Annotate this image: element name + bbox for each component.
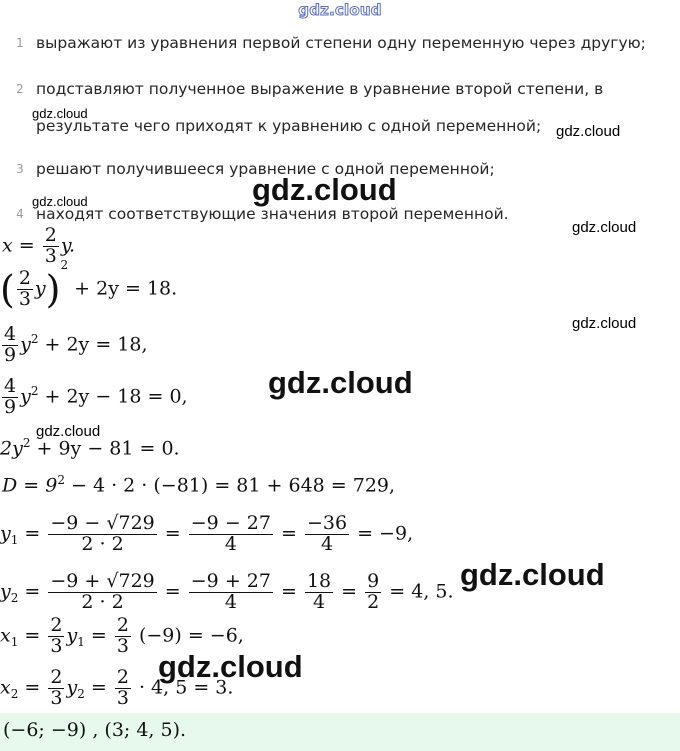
math-line-9: $x_1$ = $\frac{2}{3}$ $y_1$ = $\frac{2}{3}$ (−9) = −6, <box>0 614 244 657</box>
math-line-7: $y_1$ = $\frac{-9 - √729}{2 \cdot 2}$ = $\frac{-9 - 27}{4}$ = $\frac{-36}{4}$ = −9, <box>0 512 414 555</box>
step-text: результате чего приходят к уравнению с одной переменной; <box>36 117 542 135</box>
answer-text: (−6; −9) , (3; 4, 5). <box>3 719 187 741</box>
step-number: 1 <box>16 36 24 50</box>
math-line-1: x = $\frac{2}{3}$ y. <box>2 224 76 267</box>
math-line-6: $D = 9^2 - 4 \cdot 2 \cdot (-81) = 81 + 648 = 729$, <box>2 473 396 497</box>
math-line-5: $2y^2 + 9y - 81 = 0$. <box>0 436 180 460</box>
math-line-10: $x_2$ = $\frac{2}{3}$ $y_2$ = $\frac{2}{3}$ · 4, 5 = 3. <box>0 666 234 709</box>
step-number: 3 <box>16 162 24 176</box>
watermark: gdz.cloud <box>158 649 303 684</box>
watermark: gdz.cloud <box>32 194 88 209</box>
math-line-3: $\frac{4}{9}$ $y^2 + 2y = 18$, <box>4 323 148 366</box>
watermark: gdz.cloud <box>556 123 621 140</box>
watermark: gdz.cloud <box>252 172 397 207</box>
step-text: выражают из уравнения первой степени одну переменную через другую; <box>36 34 646 52</box>
math-line-2: ( $\frac{2}{3}$ y)$^2$ + 2y = 18. <box>0 258 178 312</box>
watermark: gdz.cloud <box>460 557 605 592</box>
step-number: 2 <box>16 82 24 96</box>
step-number: 4 <box>16 207 24 221</box>
step-text: решают получившееся уравнение с одной переменной; <box>36 160 495 178</box>
step-text: подставляют полученное выражение в уравнение второй степени, в <box>36 80 604 98</box>
watermark: gdz.cloud <box>572 219 637 236</box>
math-line-4: $\frac{4}{9}$ $y^2 + 2y - 18 = 0$, <box>4 375 188 418</box>
step-text: находят соответствующие значения второй переменной. <box>36 205 509 223</box>
header-watermark: gdz.cloud <box>298 1 382 19</box>
answer-box <box>0 713 680 751</box>
math-line-8: $y_2$ = $\frac{-9 + √729}{2 \cdot 2}$ = $\frac{-9 + 27}{4}$ = $\frac{18}{4}$ = $\frac{9}{2}$ = 4, 5. <box>0 570 454 613</box>
watermark: gdz.cloud <box>268 365 413 400</box>
watermark: gdz.cloud <box>32 106 88 121</box>
watermark: gdz.cloud <box>36 423 101 440</box>
watermark: gdz.cloud <box>572 315 637 332</box>
